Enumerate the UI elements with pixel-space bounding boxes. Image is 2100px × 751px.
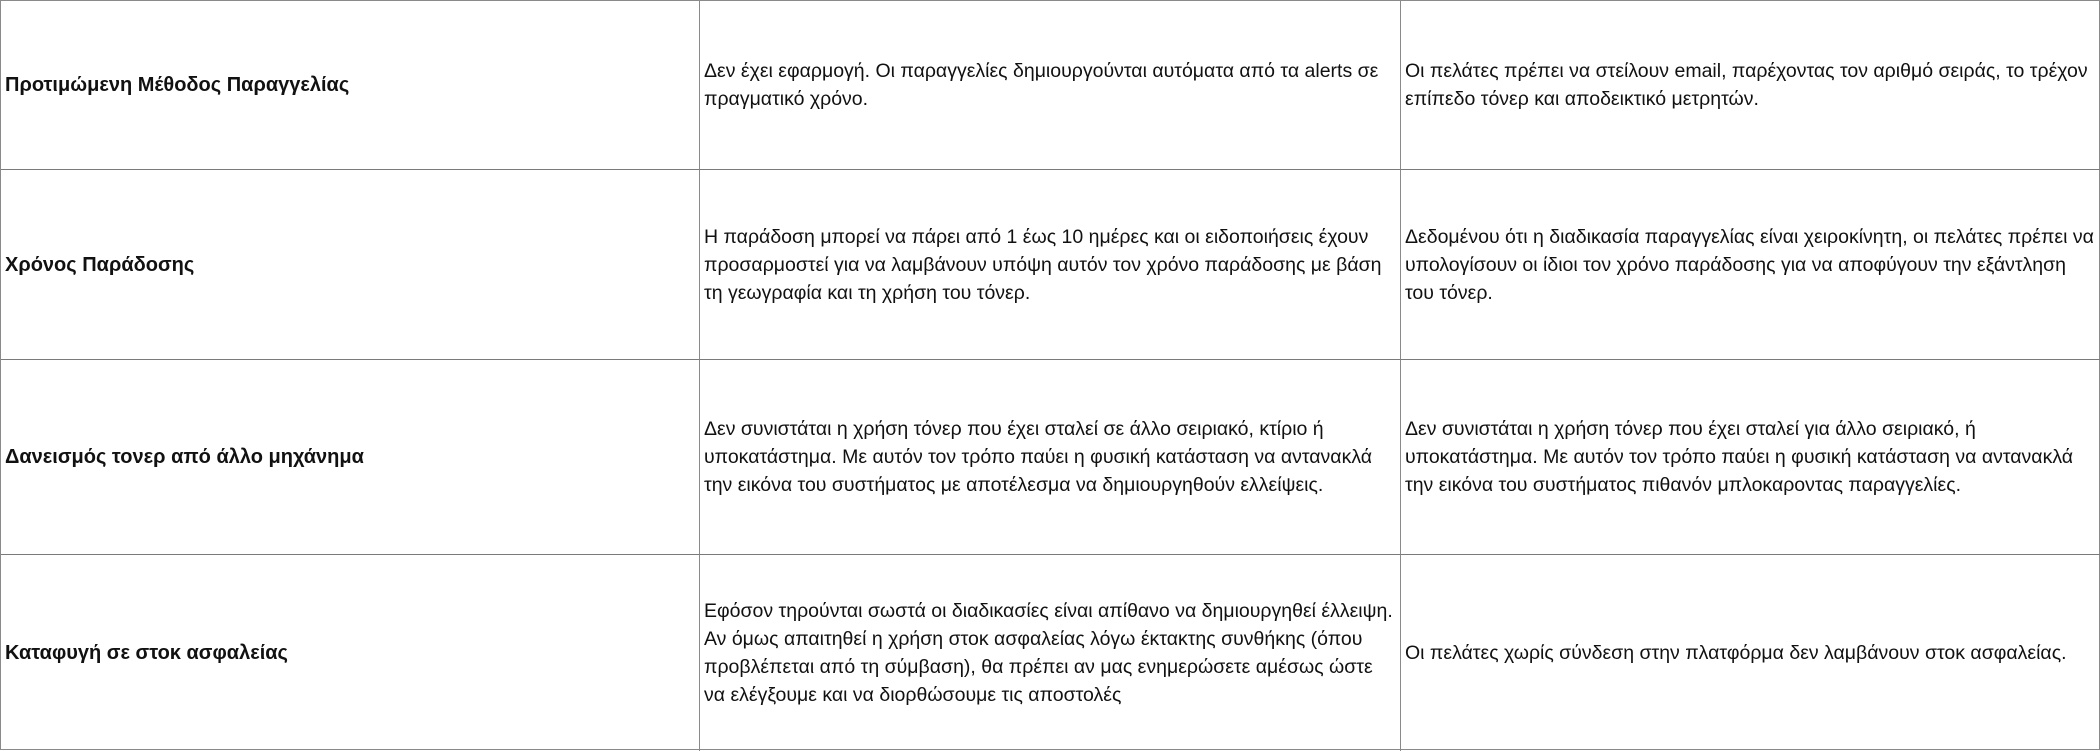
row-label-cell bbox=[1, 1, 700, 170]
row-label: Χρόνος Παράδοσης bbox=[5, 253, 195, 276]
cell-text: Η παράδοση μπορεί να πάρει από 1 έως 10 ημέρες και οι ειδοποιήσεις έχουν προσαρμοστεί για να λαμβάνουν υπόψη αυτόν τον χρόνο παράδοσης με βάση τη γεωγραφία και τη χρήση του τόνερ. bbox=[704, 225, 1382, 304]
cell-text: Οι πελάτες χωρίς σύνδεση στην πλατφόρμα δεν λαμβάνουν στοκ ασφαλείας. bbox=[1405, 642, 2067, 664]
table-cell bbox=[1401, 1, 2100, 170]
table-cell bbox=[700, 170, 1401, 360]
cell-text: Οι πελάτες πρέπει να στείλουν email, παρέχοντας τον αριθμό σειράς, το τρέχον επίπεδο τόνερ και αποδεικτικό μετρητών. bbox=[1405, 60, 2088, 110]
row-label: Καταφυγή σε στοκ ασφαλείας bbox=[5, 642, 288, 664]
cell-text: Δεν έχει εφαρμογή. Οι παραγγελίες δημιουργούνται αυτόματα από τα alerts σε πραγματικό χρόνο. bbox=[704, 60, 1379, 110]
row-label-cell bbox=[1, 555, 700, 751]
table-cell bbox=[1401, 170, 2100, 360]
table-cell bbox=[700, 360, 1401, 555]
cell-text: Δεν συνιστάται η χρήση τόνερ που έχει σταλεί για άλλο σειριακό, ή υποκατάστημα. Με αυτόν τον τρόπο παύει η φυσική κατάσταση να αντανακλά την εικόνα του συστήματος πιθανόν μπλοκαροντας παραγγελίες. bbox=[1405, 418, 2074, 496]
row-label-cell bbox=[1, 170, 700, 360]
cell-text: Δεν συνιστάται η χρήση τόνερ που έχει σταλεί σε άλλο σειριακό, κτίριο ή υποκατάστημα. Με αυτόν τον τρόπο παύει η φυσική κατάσταση να αντανακλά την εικόνα του συστήματος με αποτέλεσμα να δημιουργηθούν ελλείψεις. bbox=[704, 418, 1373, 496]
table-cell bbox=[700, 555, 1401, 751]
row-label-cell bbox=[1, 360, 700, 555]
cell-text: Δεδομένου ότι η διαδικασία παραγγελίας είναι χειροκίνητη, οι πελάτες πρέπει να υπολογίσουν οι ίδιοι τον χρόνο παράδοσης για να αποφύγουν την εξάντληση του τόνερ. bbox=[1405, 225, 2094, 304]
table-cell bbox=[700, 1, 1401, 170]
row-label: Δανεισμός τονερ από άλλο μηχάνημα bbox=[5, 446, 364, 468]
row-label: Προτιμώμενη Μέθοδος Παραγγελίας bbox=[5, 74, 350, 96]
table-cell bbox=[1401, 360, 2100, 555]
table-cell bbox=[1401, 555, 2100, 751]
cell-text: Εφόσον τηρούνται σωστά οι διαδικασίες είναι απίθανο να δημιουργηθεί έλλειψη. Αν όμως απαιτηθεί η χρήση στοκ ασφαλείας λόγω έκτακτης συνθήκης (όπου προβλέπεται από τη σύμβαση), θα πρέπει αν μας ενημερώσετε αμέσως ώστε να ελέγξουμε και να διορθώσουμε τις αποστολές bbox=[704, 600, 1393, 706]
